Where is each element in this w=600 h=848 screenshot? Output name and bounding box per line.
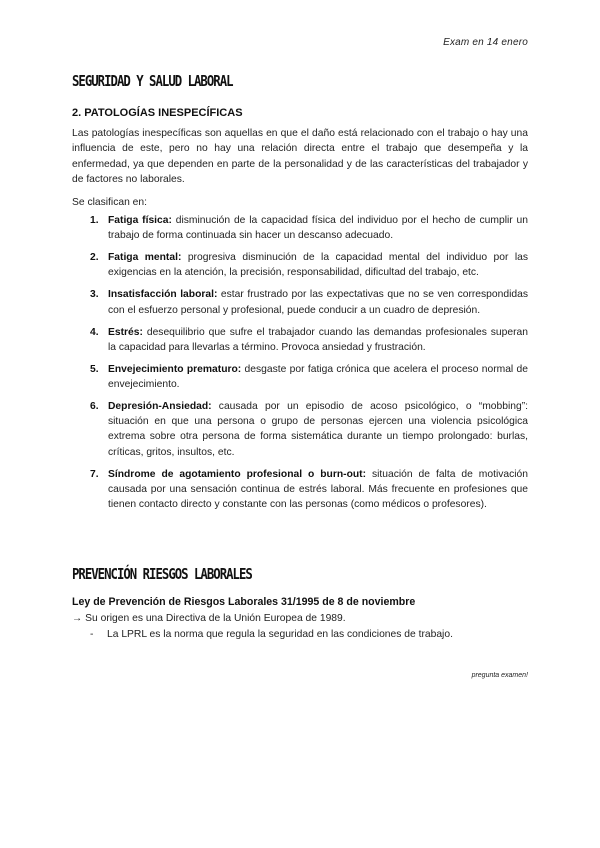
pathology-item bbox=[72, 399, 528, 460]
dash-bullet: - bbox=[90, 629, 94, 640]
item-text: progresiva disminución de la capacidad mental del individuo por las exigencias en la atención, la precisión, responsabilidad, dificultad del trabajo, etc. bbox=[108, 252, 528, 279]
item-text: desequilibrio que sufre el trabajador cuando las demandas profesionales superan la capacidad para llevarlas a término. Provoca ansiedad y frustración. bbox=[108, 326, 528, 353]
footer-note: pregunta examen! bbox=[471, 672, 528, 679]
dash-item-text: La LPRL es la norma que regula la seguridad en las condiciones de trabajo. bbox=[107, 629, 453, 640]
section-title-seguridad: SEGURIDAD Y SALUD LABORAL bbox=[72, 72, 233, 90]
lead-text: Se clasifican en: bbox=[72, 197, 147, 208]
item-number: 6. bbox=[90, 401, 99, 413]
pathology-item bbox=[72, 250, 528, 280]
item-term: Depresión-Ansiedad: bbox=[108, 401, 212, 413]
item-number: 3. bbox=[90, 289, 99, 301]
intro-paragraph: Las patologías inespecíficas son aquellas en que el daño está relacionado con el trabajo o hay una influencia de este, pero no hay una relación directa entre el trabajo que desempeña y la enfermedad, ya que dependen en parte de la personalidad y de las características del trabajador y de factores no laborales. bbox=[72, 128, 528, 186]
item-number: 4. bbox=[90, 326, 99, 338]
item-number: 5. bbox=[90, 363, 99, 375]
item-text: estar frustrado por las expectativas que no se ven correspondidas con el esfuerzo personal y profesional, puede conducir a un cuadro de depresión. bbox=[108, 289, 528, 316]
item-number: 2. bbox=[90, 252, 99, 264]
item-text: causada por un episodio de acoso psicológico, o “mobbing”: situación en que una persona o grupo de personas ejercen una violencia psicológica extrema sobre otra persona de forma sistemática durante un tiempo prolongado: burlas, críticas, gritos, insultos, etc. bbox=[108, 401, 528, 458]
origin-note: → Su origen es una Directiva de la Unión Europea de 1989. bbox=[72, 613, 346, 624]
subhead-patologias: 2. PATOLOGÍAS INESPECÍFICAS bbox=[72, 107, 243, 119]
header-note: Exam en 14 enero bbox=[443, 37, 528, 48]
pathology-list bbox=[72, 213, 528, 519]
pathology-item bbox=[72, 287, 528, 317]
pathology-item bbox=[72, 362, 528, 392]
item-term: Envejecimiento prematuro: bbox=[108, 363, 242, 375]
item-term: Fatiga mental: bbox=[108, 252, 182, 264]
item-number: 1. bbox=[90, 215, 99, 226]
pathology-item bbox=[72, 325, 528, 355]
item-text: disminución de la capacidad física del individuo por el hecho de cumplir un trabajo de forma continuada sin hacer un descanso adecuado. bbox=[108, 215, 528, 242]
pathology-item bbox=[72, 213, 528, 243]
law-title: Ley de Prevención de Riesgos Laborales 31/1995 de 8 de noviembre bbox=[72, 596, 416, 608]
item-term: Insatisfacción laboral: bbox=[108, 289, 218, 301]
item-text: situación de falta de motivación causada por una sensación continua de estrés laboral. Más frecuente en profesiones que tienen contacto directo y constante con las personas (como médicos o profesores). bbox=[108, 468, 528, 511]
item-term: Estrés: bbox=[108, 326, 143, 338]
section-title-prevencion: PREVENCIÓN RIESGOS LABORALES bbox=[72, 565, 252, 583]
item-term: Síndrome de agotamiento profesional o burn-out: bbox=[108, 468, 367, 480]
dash-item bbox=[90, 629, 453, 640]
pathology-item bbox=[72, 467, 528, 513]
item-term: Fatiga física: bbox=[108, 215, 172, 226]
item-text: desgaste por fatiga crónica que acelera el proceso normal de envejecimiento. bbox=[108, 363, 528, 391]
item-number: 7. bbox=[90, 468, 99, 480]
